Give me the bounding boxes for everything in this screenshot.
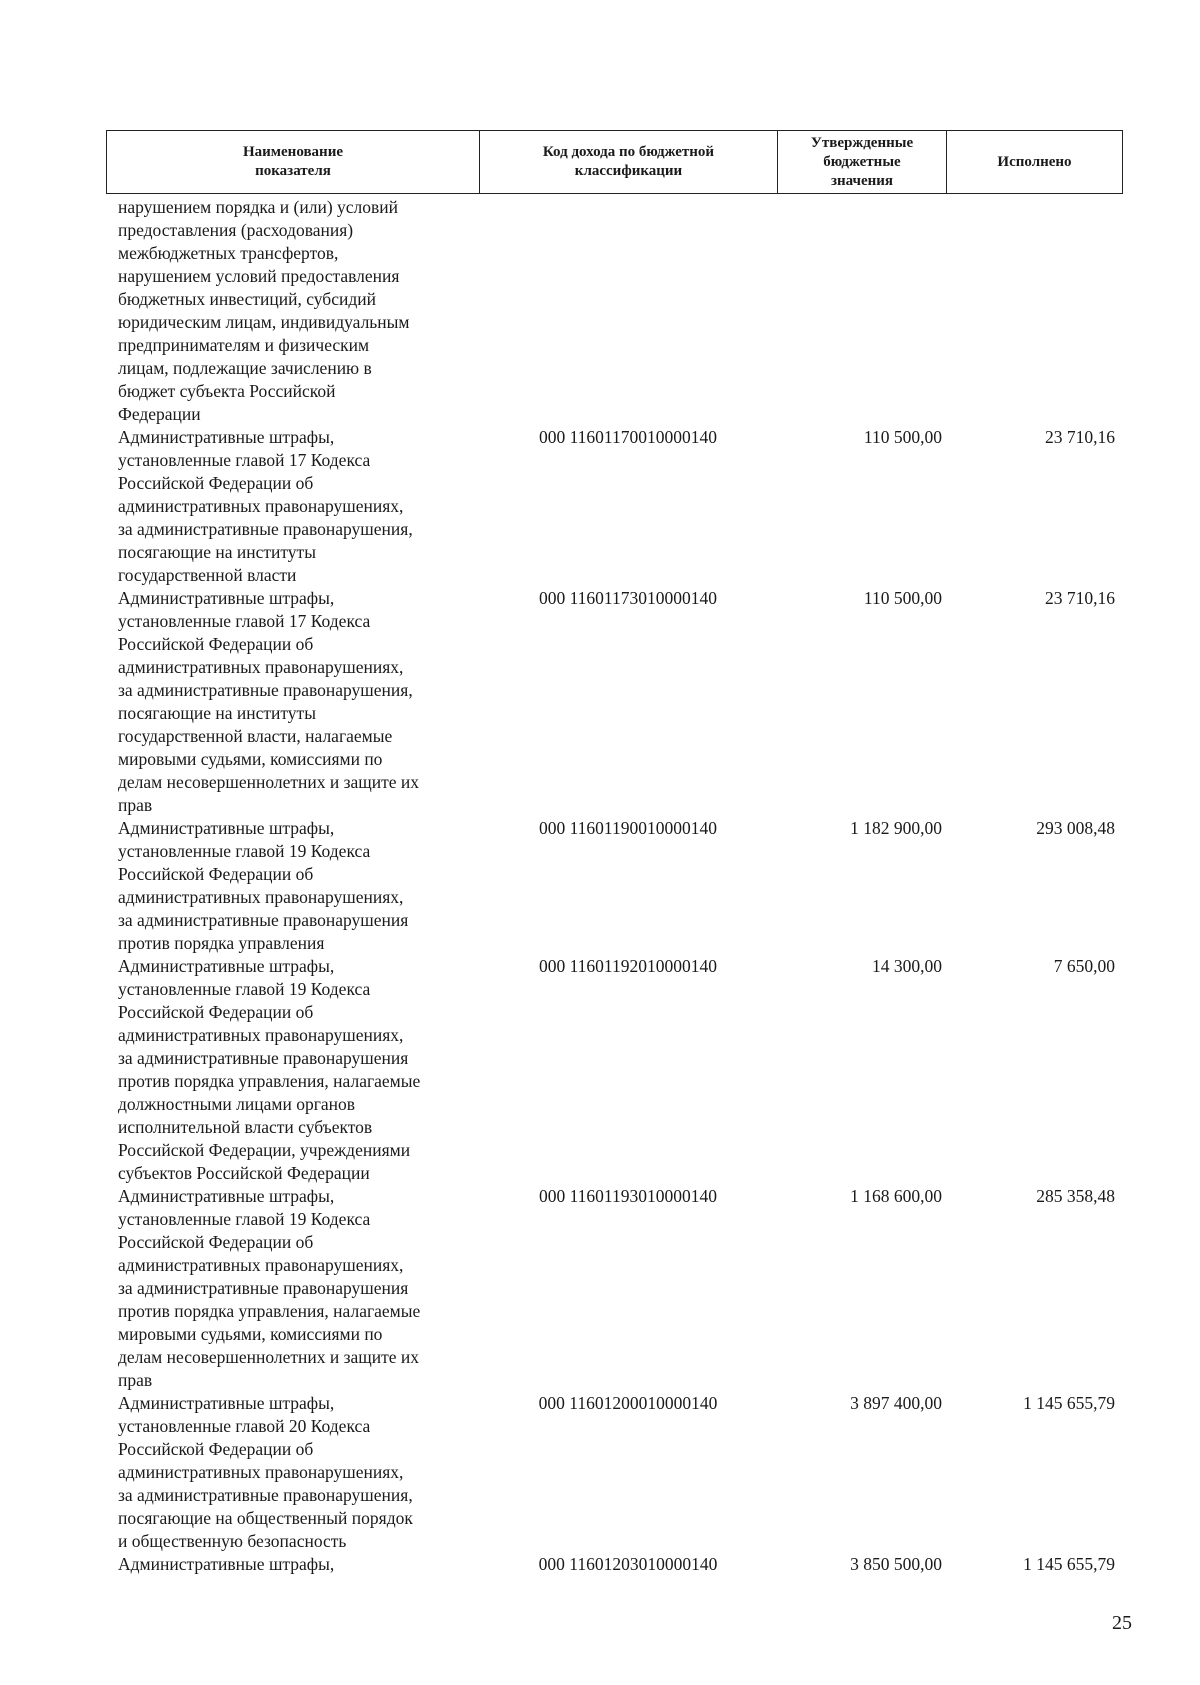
row-done: 23 710,16 — [1045, 588, 1115, 608]
row-name: Административные штрафы, — [118, 1554, 335, 1574]
row-code: 000 11601193010000140 — [538, 1186, 718, 1206]
row-name: Административные штрафы, установленные главой 19 Кодекса Российской Федерации об административных правонарушениях, за административные правонарушения против порядка управления, налагаемые мировыми судьями, комиссиями по делам несовершеннолетних и защите их прав — [118, 1186, 421, 1390]
row-code: 000 11601200010000140 — [538, 1393, 718, 1413]
row-done: 1 145 655,79 — [1023, 1393, 1115, 1413]
row-done: 285 358,48 — [1036, 1186, 1115, 1206]
header-done: Исполнено — [997, 153, 1072, 170]
row-approved: 1 168 600,00 — [850, 1186, 942, 1206]
row-code: 000 11601170010000140 — [538, 427, 718, 447]
row-approved: 3 850 500,00 — [850, 1554, 942, 1574]
row-approved: 110 500,00 — [863, 588, 942, 608]
table-row — [106, 1392, 1123, 1553]
row-name: Административные штрафы, установленные главой 17 Кодекса Российской Федерации об административных правонарушениях, за административные правонарушения, посягающие на институты государственной власти — [118, 427, 413, 585]
row-approved: 110 500,00 — [863, 427, 942, 447]
row-approved: 3 897 400,00 — [850, 1393, 942, 1413]
row-code: 000 11601192010000140 — [538, 956, 718, 976]
table-row — [106, 817, 1123, 955]
row-code — [479, 196, 777, 426]
row-done: 7 650,00 — [1053, 956, 1115, 976]
row-name: нарушением порядка и (или) условий предоставления (расходования) межбюджетных трансфертов, нарушением условий предоставления бюджетных инвестиций, субсидий юридическим лицам, индивидуальным предпринимателям и физическим лицам, подлежащие зачислению в бюджет субъекта Российской Федерации — [118, 197, 410, 424]
row-name: Административные штрафы, установленные главой 19 Кодекса Российской Федерации об административных правонарушениях, за административные правонарушения против порядка управления, налагаемые должностными лицами органов исполнительной власти субъектов Российской Федерации, учреждениями субъектов Российской Федерации — [118, 956, 421, 1183]
table-row — [106, 955, 1123, 1185]
row-code: 000 11601203010000140 — [538, 1554, 718, 1574]
table-row — [106, 1553, 1123, 1576]
row-done: 1 145 655,79 — [1023, 1554, 1115, 1574]
row-done — [946, 196, 1123, 426]
row-name: Административные штрафы, установленные главой 20 Кодекса Российской Федерации об административных правонарушениях, за административные правонарушения, посягающие на общественный порядок и общественную безопасность — [118, 1393, 413, 1551]
row-code: 000 11601190010000140 — [538, 818, 718, 838]
header-approved: Утвержденные бюджетные значения — [778, 131, 947, 193]
row-done: 23 710,16 — [1045, 427, 1115, 447]
row-done: 293 008,48 — [1036, 818, 1115, 838]
table-row — [106, 587, 1123, 817]
table-body — [106, 196, 1123, 1576]
row-name: Административные штрафы, установленные главой 19 Кодекса Российской Федерации об административных правонарушениях, за административные правонарушения против порядка управления — [118, 818, 409, 953]
row-approved — [777, 196, 946, 426]
table-row — [106, 1185, 1123, 1392]
table-row — [106, 426, 1123, 587]
row-approved: 14 300,00 — [872, 956, 942, 976]
table-row — [106, 196, 1123, 426]
table-header — [106, 130, 1123, 194]
header-name: Наименование показателя — [107, 131, 480, 193]
row-code: 000 11601173010000140 — [538, 588, 718, 608]
row-name: Административные штрафы, установленные главой 17 Кодекса Российской Федерации об административных правонарушениях, за административные правонарушения, посягающие на институты государственной власти, налагаемые мировыми судьями, комиссиями по делам несовершеннолетних и защите их прав — [118, 588, 420, 815]
row-approved: 1 182 900,00 — [850, 818, 942, 838]
header-code: Код дохода по бюджетной классификации — [480, 131, 778, 193]
page-number: 25 — [1112, 1612, 1132, 1634]
